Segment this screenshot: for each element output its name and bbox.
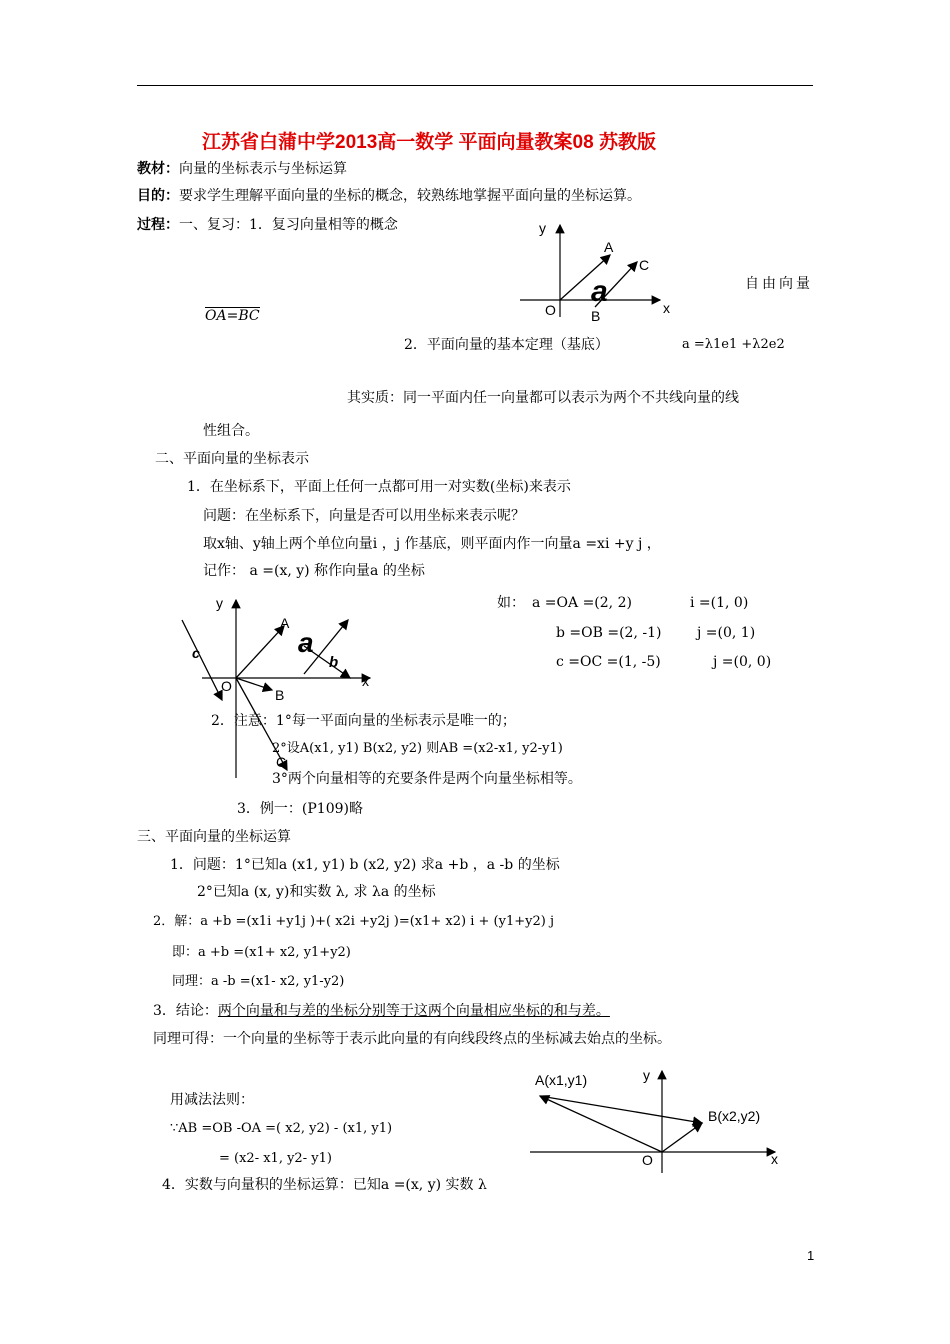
textbook-value: 向量的坐标表示与坐标运算 (179, 161, 347, 177)
because-line: ∵AB =OB -OA =( x2, y2) - (x1, y1) (170, 1121, 393, 1136)
fig2-point-b: B (275, 687, 285, 703)
example-2: b =OB =(2, -1) (556, 625, 662, 641)
attention-3: 3°两个向量相等的充要条件是两个向量坐标相等。 (272, 771, 582, 787)
fig3-y-label: y (643, 1067, 650, 1083)
free-vector-label: 自由向量 (745, 276, 813, 292)
section3-q1: 1．问题：1°已知a (x1, y1) b (x2, y2) 求a +b ，a -b 的坐标 (170, 857, 560, 873)
section2-question: 问题：在坐标系下，向量是否可以用坐标来表示呢？ (203, 508, 525, 524)
example-1: a =OA =(2, 2) (532, 595, 632, 611)
process-label: 过程： (137, 217, 179, 233)
section3-diff: 同理：a -b =(x1- x2, y1-y2) (172, 974, 345, 989)
fig3-origin-label: O (642, 1152, 653, 1168)
fig1-origin-label: O (545, 302, 556, 318)
review-heading: 一、复习：1．复习向量相等的概念 (179, 217, 398, 233)
fig2-vector-b: b (329, 654, 339, 671)
oa-equals-bc (205, 307, 260, 325)
section2-take: 取x轴、y轴上两个单位向量i ，j 作基底，则平面内作一向量a =xi +y j ， (203, 536, 661, 552)
fig1-point-a: A (604, 239, 614, 255)
fig1-vector-a: a (591, 275, 608, 308)
example-2-right: j =(0, 1) (697, 625, 756, 641)
page-number: 1 (807, 1248, 815, 1263)
goal-line (137, 187, 641, 205)
example-1-right: i =(1, 0) (690, 595, 749, 611)
essence-cont: 性组合。 (203, 423, 259, 439)
section3-p4: 4．实数与向量积的坐标运算：已知a =(x, y) 实数 λ (162, 1177, 487, 1193)
fig2-y-label: y (216, 595, 223, 611)
equals-line: = (x2- x1, y2- y1) (219, 1151, 332, 1166)
example-3-right: j =(0, 0) (713, 654, 772, 670)
fig1-y-label: y (539, 220, 546, 236)
example-one: 3．例一：(P109)略 (237, 801, 363, 817)
section3-solution: 2．解：a +b =(x1i +y1j )+( x2i +y2j )=(x1+ x2) i + (y1+y2) j (153, 914, 554, 929)
fig2-point-a: A (280, 615, 290, 631)
section3-heading: 三、平面向量的坐标运算 (137, 829, 291, 845)
section2-heading: 二、平面向量的坐标表示 (155, 451, 309, 467)
fig3-point-b: B(x2,y2) (708, 1108, 761, 1124)
goal-label: 目的： (137, 188, 179, 204)
fig3-point-a: A(x1,y1) (535, 1072, 588, 1088)
fig2-vector-c: c (192, 645, 200, 661)
section2-note: 记作： a =(x, y) 称作向量a 的坐标 (203, 563, 425, 579)
fig2-vector-a: a (298, 627, 314, 658)
similarly-line: 同理可得：一个向量的坐标等于表示此向量的有向线段终点的坐标减去始点的坐标。 (153, 1031, 671, 1047)
figure-3-subtraction (525, 1063, 785, 1178)
section3-q2: 2°已知a (x, y)和实数 λ, 求 λa 的坐标 (197, 884, 436, 900)
textbook-label: 教材： (137, 161, 179, 177)
fig1-point-b: B (591, 308, 601, 324)
fig2-point-c: C (276, 754, 287, 770)
process-line (137, 216, 398, 234)
conclusion-line (153, 1002, 610, 1020)
figure-1-vectors (515, 215, 685, 325)
attention-2: 2°设A(x1, y1) B(x2, y2) 则AB =(x2-x1, y2-y1) (272, 741, 563, 756)
fig1-x-label: x (663, 300, 670, 316)
section2-p1: 1．在坐标系下，平面上任何一点都可用一对实数(坐标)来表示 (187, 479, 571, 495)
fig3-x-label: x (771, 1151, 778, 1167)
subtract-rule: 用减法法则： (170, 1092, 254, 1108)
basic-theorem: 2．平面向量的基本定理（基底） (404, 337, 609, 353)
conclusion-label: 3．结论： (153, 1003, 218, 1019)
goal-value: 要求学生理解平面向量的坐标的概念，较熟练地掌握平面向量的坐标运算。 (179, 188, 641, 204)
examples-label: 如： (497, 595, 525, 611)
header-rule (137, 85, 813, 86)
fig2-x-label: x (362, 673, 369, 689)
page-title: 江苏省白蒲中学2013高一数学 平面向量教案08 苏教版 (202, 132, 656, 153)
conclusion-text: 两个向量和与差的坐标分别等于这两个向量相应坐标的和与差。 (217, 1003, 610, 1019)
fig1-point-c: C (639, 257, 650, 273)
oa-bc-formula: OA=BC (205, 308, 260, 324)
section3-sum: 即：a +b =(x1+ x2, y1+y2) (172, 945, 351, 960)
example-3: c =OC =(1, -5) (556, 654, 661, 670)
theorem-formula: a =λ1e1 +λ2e2 (682, 337, 785, 352)
essence-line: 其实质：同一平面内任一向量都可以表示为两个不共线向量的线 (347, 390, 739, 406)
textbook-line (137, 160, 347, 178)
fig2-origin-label: O (221, 678, 232, 694)
attention-1: 2．注意：1°每一平面向量的坐标表示是唯一的； (211, 713, 516, 729)
